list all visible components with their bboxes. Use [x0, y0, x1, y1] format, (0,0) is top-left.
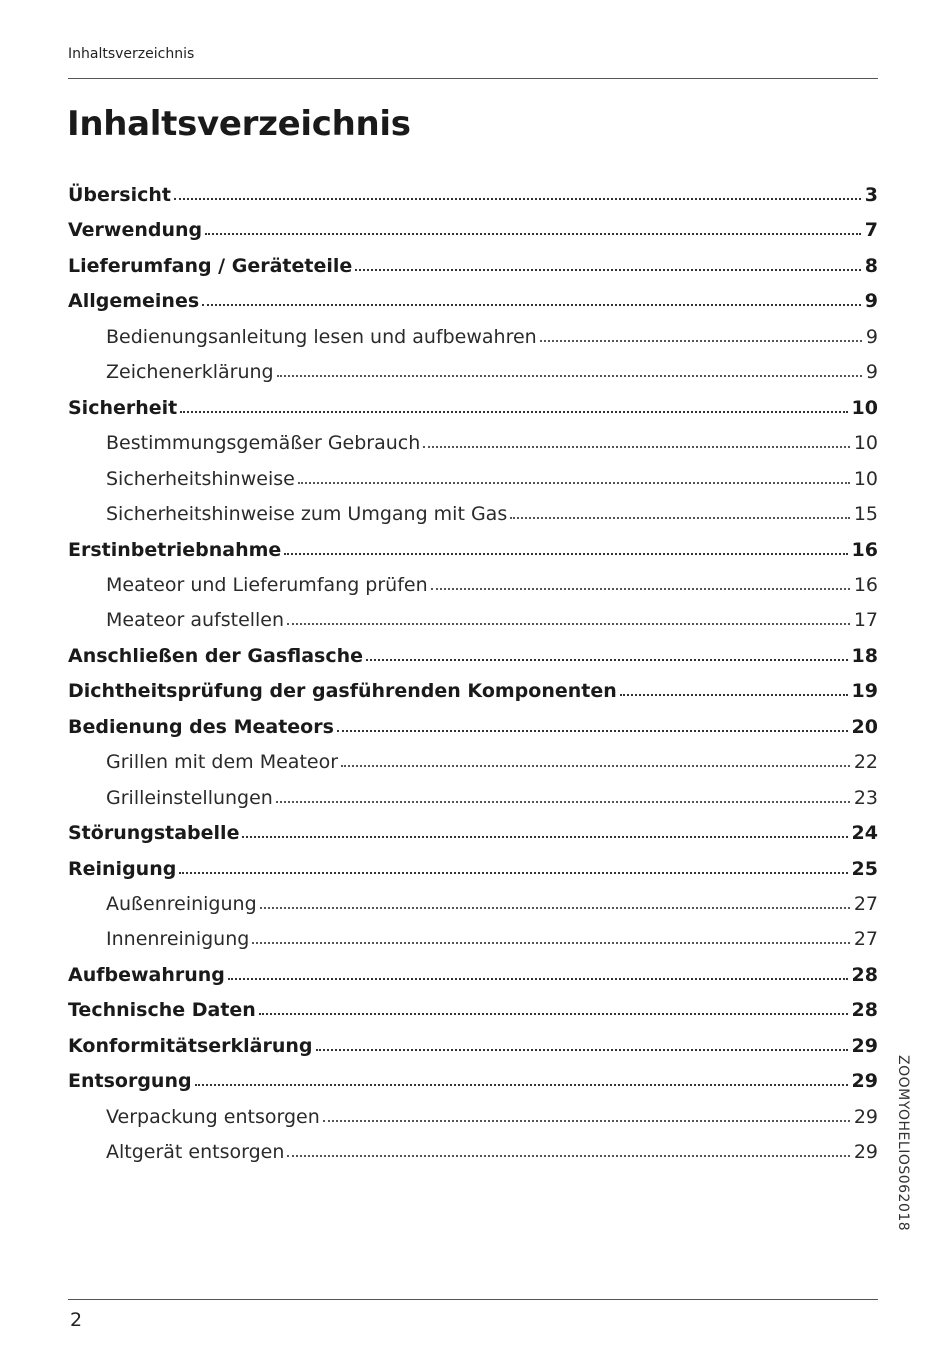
toc-entry	[68, 243, 878, 277]
toc-dot-leader	[205, 233, 861, 235]
toc-page-number: 16	[851, 538, 878, 561]
toc-entry-label: Konformitätserklärung	[68, 1034, 313, 1057]
toc-dot-leader	[260, 907, 850, 909]
toc-page-number: 27	[853, 893, 878, 915]
toc-dot-leader	[252, 942, 850, 944]
toc-subentry	[68, 775, 878, 809]
toc-entry	[68, 278, 878, 312]
toc-entry-label: Anschließen der Gasflasche	[68, 644, 364, 667]
toc-page-number: 10	[851, 396, 878, 419]
toc-dot-leader	[284, 553, 847, 555]
toc-page-number: 17	[853, 609, 878, 632]
toc-entry-label: Bedienungsanleitung lesen und aufbewahren	[106, 325, 537, 348]
toc-subentry	[68, 1094, 878, 1128]
toc-entry-label: Störungstabelle	[68, 822, 240, 845]
toc-entry	[68, 207, 878, 241]
toc-entry	[68, 633, 878, 667]
toc-dot-leader	[202, 304, 861, 306]
toc-dot-leader	[366, 659, 848, 661]
toc-entry-label: Allgemeines	[68, 290, 200, 313]
toc-entry-label: Entsorgung	[68, 1070, 192, 1093]
toc-page-number: 28	[851, 963, 878, 986]
toc-page-number: 10	[853, 467, 878, 490]
toc-dot-leader	[174, 198, 861, 200]
toc-page-number: 27	[853, 928, 878, 951]
toc-dot-leader	[179, 872, 847, 874]
toc-entry-label: Meateor und Lieferumfang prüfen	[106, 573, 428, 596]
toc-entry-label: Grilleinstellungen	[106, 786, 273, 809]
toc-subentry	[68, 562, 878, 596]
toc-dot-leader	[316, 1049, 848, 1051]
toc-subentry	[68, 1129, 878, 1163]
toc-entry-label: Verpackung entsorgen	[106, 1105, 320, 1128]
footer-rule	[68, 1299, 878, 1300]
toc-page-number: 25	[851, 857, 878, 880]
toc-entry-label: Außenreinigung	[106, 893, 257, 915]
toc-entry	[68, 704, 878, 738]
toc-page-number: 8	[864, 254, 878, 277]
toc-dot-leader	[180, 411, 847, 413]
toc-page-number: 9	[865, 361, 878, 384]
toc-entry-label: Altgerät entsorgen	[106, 1141, 285, 1164]
toc-page-number: 20	[851, 715, 878, 738]
toc-entry	[68, 1023, 878, 1057]
toc-dot-leader	[341, 765, 850, 767]
toc-page-number: 29	[853, 1105, 878, 1128]
toc-dot-leader	[287, 623, 850, 625]
toc-entry	[68, 385, 878, 419]
toc-page-number: 23	[853, 786, 878, 809]
toc-dot-leader	[276, 801, 850, 803]
toc-entry	[68, 952, 878, 986]
toc-entry-label: Bedienung des Meateors	[68, 715, 334, 738]
toc-entry-label: Grillen mit dem Meateor	[106, 751, 339, 774]
toc-entry-label: Verwendung	[68, 219, 203, 242]
toc-entry	[68, 1058, 878, 1092]
page-title: Inhaltsverzeichnis	[67, 104, 411, 144]
toc-entry-label: Aufbewahrung	[68, 963, 225, 986]
toc-entry	[68, 810, 878, 844]
toc-subentry	[68, 420, 878, 454]
running-header: Inhaltsverzeichnis	[68, 46, 195, 62]
toc-page-number: 22	[853, 751, 878, 774]
toc-page-number: 28	[851, 999, 878, 1022]
toc-subentry	[68, 491, 878, 525]
toc-page-number: 10	[853, 432, 878, 455]
toc-subentry	[68, 881, 878, 915]
toc-page-number: 29	[851, 1034, 878, 1057]
toc-page-number: 29	[851, 1070, 878, 1093]
toc-dot-leader	[228, 978, 848, 980]
toc-subentry	[68, 916, 878, 950]
toc-dot-leader	[242, 836, 847, 838]
toc-dot-leader	[277, 375, 862, 377]
toc-page-number: 16	[853, 573, 878, 596]
toc-subentry	[68, 739, 878, 773]
toc-entry-label: Sicherheit	[68, 396, 178, 419]
toc-entry-label: Sicherheitshinweise	[106, 467, 295, 490]
page-number: 2	[70, 1309, 83, 1331]
toc-page-number: 24	[851, 822, 878, 845]
toc-page-number: 7	[864, 219, 878, 242]
toc-entry	[68, 987, 878, 1021]
toc-page-number: 19	[851, 680, 878, 703]
toc-entry-label: Sicherheitshinweise zum Umgang mit Gas	[106, 503, 508, 526]
toc-entry-label: Lieferumfang / Geräteteile	[68, 254, 353, 277]
toc-subentry	[68, 456, 878, 490]
toc-subentry	[68, 349, 878, 383]
toc-entry-label: Dichtheitsprüfung der gasführenden Komponenten	[68, 680, 617, 703]
toc-page-number: 18	[851, 644, 878, 667]
toc-page-number: 9	[864, 290, 878, 313]
toc-dot-leader	[510, 517, 850, 519]
toc-entry	[68, 172, 878, 206]
header-rule	[68, 78, 878, 79]
toc-entry	[68, 846, 878, 880]
toc-dot-leader	[323, 1120, 850, 1122]
toc-entry-label: Innenreinigung	[106, 928, 250, 951]
toc-entry-label: Meateor aufstellen	[106, 609, 285, 632]
toc-entry-label: Technische Daten	[68, 999, 256, 1022]
toc-page-number: 15	[853, 503, 878, 526]
toc-dot-leader	[355, 269, 861, 271]
toc-page-number: 29	[853, 1141, 878, 1164]
toc-dot-leader	[337, 730, 848, 732]
toc-dot-leader	[287, 1155, 849, 1157]
toc-entry-label: Übersicht	[68, 184, 171, 206]
toc-entry-label: Bestimmungsgemäßer Gebrauch	[106, 432, 421, 455]
toc-subentry	[68, 314, 878, 348]
toc-subentry	[68, 597, 878, 631]
toc-dot-leader	[298, 482, 850, 484]
toc-entry	[68, 668, 878, 702]
toc-entry-label: Erstinbetriebnahme	[68, 538, 282, 561]
toc-entry-label: Reinigung	[68, 857, 177, 880]
toc-dot-leader	[431, 588, 850, 590]
toc-dot-leader	[620, 694, 848, 696]
toc-entry-label: Zeichenerklärung	[106, 361, 274, 384]
toc-dot-leader	[259, 1013, 848, 1015]
toc-page-number: 3	[864, 184, 878, 206]
toc-dot-leader	[423, 446, 850, 448]
document-code: ZOOMYOHELIOS062018	[895, 1055, 911, 1232]
toc-entry	[68, 527, 878, 561]
toc-dot-leader	[540, 340, 862, 342]
toc-dot-leader	[195, 1084, 848, 1086]
toc-page-number: 9	[865, 325, 878, 348]
